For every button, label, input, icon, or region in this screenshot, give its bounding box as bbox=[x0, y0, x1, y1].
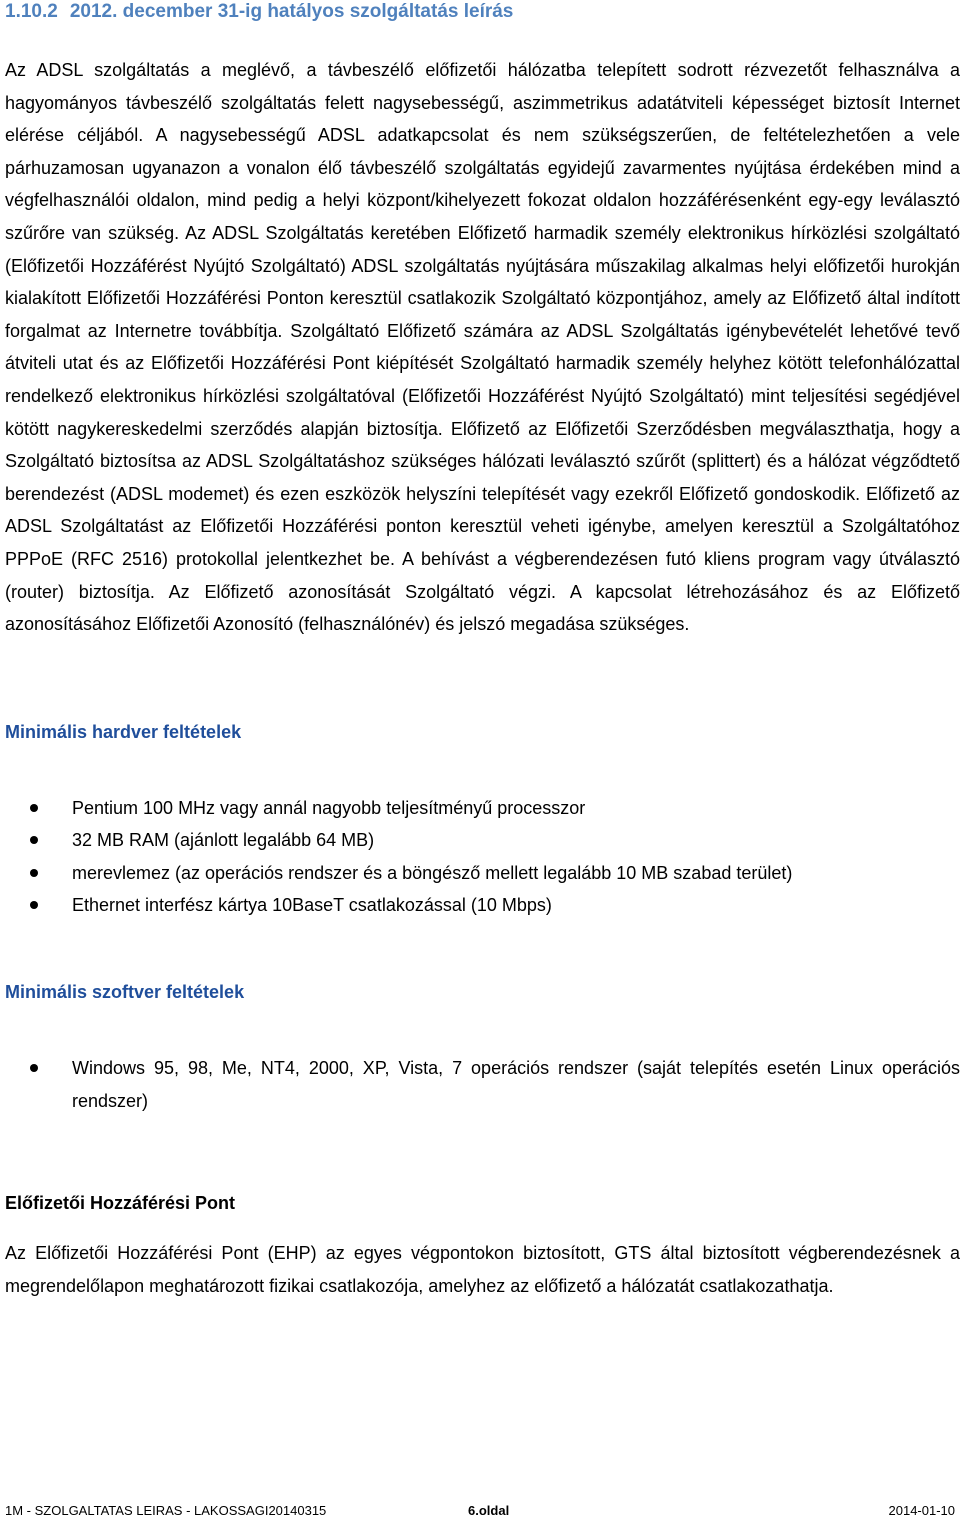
list-item: Windows 95, 98, Me, NT4, 2000, XP, Vista, 7 operációs rendszer (saját telepítés esetén Linux operációs rendszer) bbox=[5, 1052, 960, 1117]
intro-paragraph: Az ADSL szolgáltatás a meglévő, a távbeszélő előfizetői hálózatba telepített sodrott rézvezetőt felhasználva a hagyományos távbeszélő szolgáltatás felett nagysebességű, aszimmetrikus adatátviteli képességet biztosít Internet elérése céljából. A nagysebességű ADSL adatkapcsolat és nem szükségszerűen, de feltételezhetően a vele párhuzamosan ugyanazon a vonalon élő távbeszélő szolgáltatás egyidejű zavarmentes nyújtása érdekében mind a végfelhasználói oldalon, mind pedig a helyi központ/kihelyezett fokozat oldalon hozzáférésenként egy-egy leválasztó szűrőre van szükség. Az ADSL Szolgáltatás keretében Előfizető harmadik személy elektronikus hírközlési szolgáltató (Előfizetői Hozzáférést Nyújtó Szolgáltató) ADSL szolgáltatás nyújtására műszakilag alkalmas helyi előfizetői hurokján kialakított Előfizetői Hozzáférési Ponton keresztül csatlakozik Szolgáltató központjához, amely az Előfizető által indított forgalmat az Internetre továbbítja. Szolgáltató Előfizető számára az ADSL Szolgáltatás igénybevételét lehetővé tevő átviteli utat és az Előfizetői Hozzáférési Pont kiépítését Szolgáltató harmadik személy helyhez kötött telefonhálózattal rendelkező elektronikus hírközlési szolgáltatóval (Előfizetői Hozzáférést Nyújtó Szolgáltató) mint teljesítési segédjével kötött nagykereskedelmi szerződés alapján biztosítja. Előfizető az Előfizetői Szerződésben megválaszthatja, hogy a Szolgáltató biztosítsa az ADSL Szolgáltatáshoz szükséges hálózati leválasztó szűrőt (splittert) és a hálózat végződtető berendezést (ADSL modemet) és ezen eszközök helyszíni telepítését vagy ezekről Előfizető gondoskodik. Előfizető az ADSL Szolgáltatást az Előfizetői Hozzáférési ponton keresztül veheti igénybe, amelyen keresztül a Szolgáltatóhoz PPPoE (RFC 2516) protokollal jelentkezhet be. A behívást a végberendezésen futó kliens program vagy útválasztó (router) biztosítja. Az Előfizető azonosítását Szolgáltató végzi. A kapcsolat létrehozásához és az Előfizető azonosításához Előfizetői Azonosító (felhasználónév) és jelszó megadása szükséges. bbox=[5, 60, 960, 635]
section-heading-title: 2012. december 31-ig hatályos szolgáltatás leírás bbox=[69, 1, 514, 22]
hardware-requirements-title: Minimális hardver feltételek bbox=[5, 721, 242, 742]
hardware-requirements-list bbox=[5, 792, 960, 922]
bullet-icon bbox=[30, 901, 38, 909]
bullet-icon bbox=[30, 869, 38, 877]
section-number: 1.10.2 bbox=[5, 1, 58, 22]
ehp-title: Előfizetői Hozzáférési Pont bbox=[5, 1193, 236, 1214]
software-requirements-list bbox=[5, 1052, 960, 1117]
bullet-icon bbox=[30, 804, 38, 812]
bullet-icon bbox=[30, 836, 38, 844]
list-item: Pentium 100 MHz vagy annál nagyobb teljesítményű processzor bbox=[5, 792, 960, 825]
bullet-icon bbox=[30, 1064, 38, 1072]
list-item: 32 MB RAM (ajánlott legalább 64 MB) bbox=[5, 824, 960, 857]
ehp-paragraph: Az Előfizetői Hozzáférési Pont (EHP) az egyes végpontokon biztosított, GTS által biztosított végberendezésnek a megrendelőlapon meghatározott fizikai csatlakozója, amelyhez az előfizető a hálózatát csatlakozathatja. bbox=[5, 1243, 960, 1296]
list-item: merevlemez (az operációs rendszer és a böngésző mellett legalább 10 MB szabad terület) bbox=[5, 857, 960, 890]
section-heading bbox=[5, 0, 960, 24]
footer-date: 2014-01-10 bbox=[888, 1503, 955, 1518]
footer-page-number: 6.oldal bbox=[468, 1503, 510, 1518]
list-item: Ethernet interfész kártya 10BaseT csatlakozással (10 Mbps) bbox=[5, 889, 960, 922]
document-page bbox=[5, 0, 960, 1302]
footer-document-id: 1M - SZOLGALTATAS LEIRAS - LAKOSSAGI20140315 bbox=[5, 1503, 327, 1518]
software-requirements-title: Minimális szoftver feltételek bbox=[5, 982, 245, 1003]
